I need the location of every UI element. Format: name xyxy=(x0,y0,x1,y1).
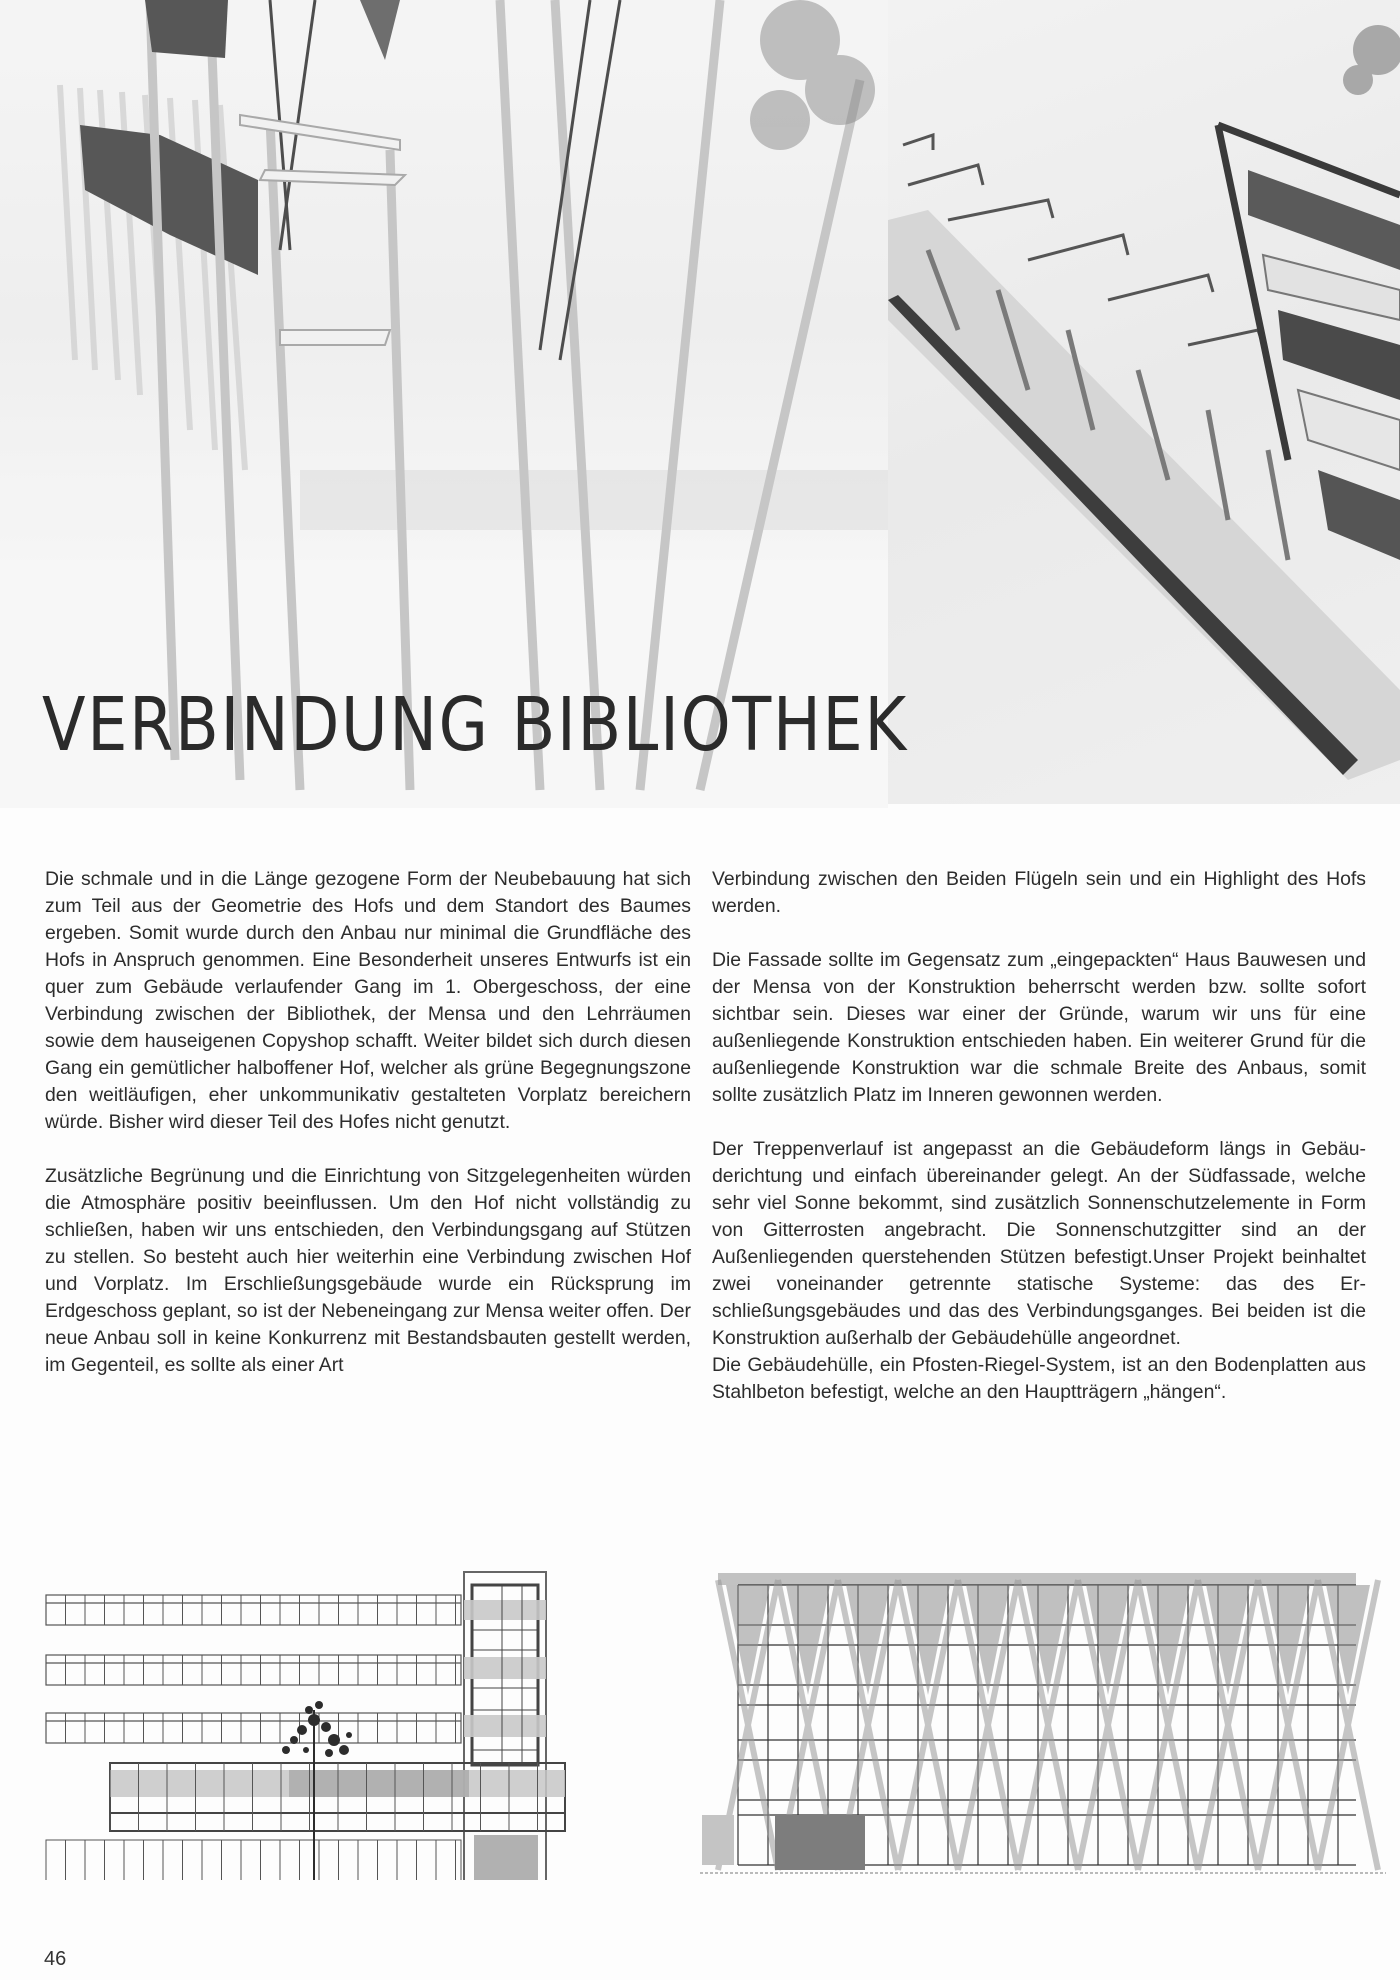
elevation-drawing-right-graphic xyxy=(700,1545,1386,1880)
page-title: VERBINDUNG BIBLIOTHEK xyxy=(42,682,908,768)
paragraph: Die schmale und in die Länge gezogene Form der Neubebauung hat sich zum Teil aus der Geometrie des Hofs und dem Standort des Baumes ergeben. Somit wurde durch den Anbau nur minimal die Grundfläche des Hofs in Anspruch genommen. Eine Besonderheit unseres Entwurfs ist ein quer zum Gebäude verlaufender Gang im 1. Obergeschoss, der eine Verbindung zwischen der Bibliothek, der Mensa und den Lehrräumen sowie dem hauseigenen Copyshop schafft. Weiter bildet sich durch diesen Gang ein gemütlicher halboffener Hof, welcher als grüne Begegnungszone den weitläufigen, eher unkommunikativ gestalteten Vorplatz bereichern würde. Bisher wird dieser Teil des Hofes nicht genutzt. xyxy=(45,868,691,1133)
paragraph: Verbindung zwischen den Beiden Flügeln sein und ein Highlight des Hofs werden. xyxy=(712,868,1366,917)
elevation-drawing-left-graphic xyxy=(44,1545,694,1880)
model-photo-right xyxy=(888,0,1400,804)
paragraph: Die Gebäudehülle, ein Pfosten-Riegel-System, ist an den Bodenplatten aus Stahlbeton befestigt, welche an den Hauptträgern „hängen“. xyxy=(712,1354,1366,1403)
paragraph: Der Treppenverlauf ist angepasst an die Gebäudeform längs in Gebäuderichtung und einfach übereinander gelegt. An der Südfassade, welche sehr viel Sonne bekommt, sind zusätzlich Sonnenschutzelemente in Form von Gitterrosten angebracht. Die Sonnenschutzgitter sind an der Außenliegenden querstehenden Stützen befestigt.Unser Projekt beinhaltet zwei voneinander getrennte statische Systeme: das des Erschließungsgebäudes und das des Verbindungsganges. Bei beiden ist die Konstruktion außerhalb der Gebäudehülle angeordnet. xyxy=(712,1138,1366,1349)
page-number: 46 xyxy=(44,1948,67,1970)
elevation-drawing-right xyxy=(700,1545,1386,1880)
text-column-right xyxy=(712,866,1366,1406)
model-photo-right-graphic xyxy=(888,0,1400,804)
paragraph: Zusätzliche Begrünung und die Einrichtung von Sitzgelegenheiten würden die Atmosphäre positiv beeinflussen. Um den Hof nicht vollständig zu schließen, haben wir uns entschieden, den Verbindungsgang auf Stützen zu stellen. So besteht auch hier weiterhin eine Verbindung zwischen Hof und Vorplatz. Im Erschließungsgebäude wurde ein Rücksprung im Erdgeschoss geplant, so ist der Nebeneingang zur Mensa weiter offen. Der neue Anbau soll in keine Konkurrenz mit Bestandsbauten gestellt werden, im Gegenteil, es sollte als einer Art xyxy=(45,1165,691,1376)
elevation-drawing-left xyxy=(44,1545,694,1880)
paragraph: Die Fassade sollte im Gegensatz zum „eingepackten“ Haus Bauwesen und der Mensa von der Konstruktion beherrscht werden bzw. sollte sofort sichtbar sein. Dieses war einer der Gründe, warum wir uns für eine außenliegende Konstruktion entschieden haben. Ein weiterer Grund für die außenliegende Konstruktion war die schmale Breite des Anbaus, somit sollte zusätzlich Platz im Inneren gewonnen werden. xyxy=(712,949,1366,1106)
text-column-left xyxy=(45,866,691,1379)
